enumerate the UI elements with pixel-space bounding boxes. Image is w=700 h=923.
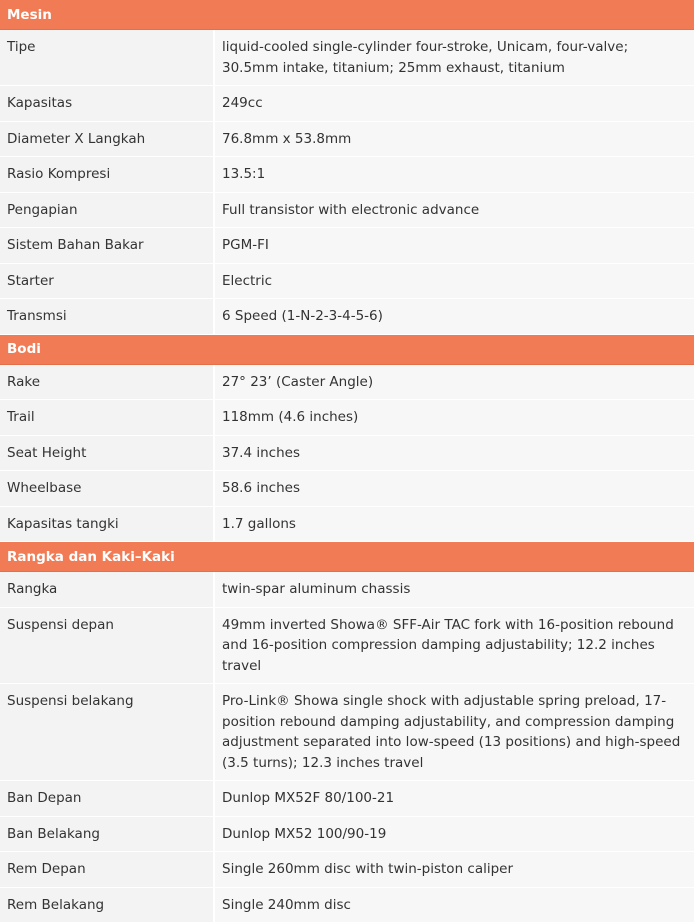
spec-label: Rake	[0, 365, 215, 401]
spec-row-seat-height	[0, 436, 694, 472]
spec-value: PGM-FI	[215, 228, 694, 264]
spec-label: Ban Depan	[0, 781, 215, 817]
spec-value: Dunlop MX52 100/90-19	[215, 817, 694, 853]
spec-row-rangka	[0, 572, 694, 608]
spec-value: Electric	[215, 264, 694, 300]
spec-value: 27° 23’ (Caster Angle)	[215, 365, 694, 401]
spec-row-kapasitas	[0, 86, 694, 122]
spec-value: twin-spar aluminum chassis	[215, 572, 694, 608]
spec-label: Rem Belakang	[0, 888, 215, 923]
spec-label: Starter	[0, 264, 215, 300]
spec-label: Wheelbase	[0, 471, 215, 507]
spec-row-starter	[0, 264, 694, 300]
spec-value: liquid-cooled single-cylinder four-stroke, Unicam, four-valve; 30.5mm intake, titanium; 25mm exhaust, titanium	[215, 30, 694, 86]
section-header-bodi	[0, 335, 694, 365]
spec-row-sistem-bahan-bakar	[0, 228, 694, 264]
section-header-mesin	[0, 0, 694, 30]
section-title: Mesin	[0, 0, 694, 30]
spec-value: 118mm (4.6 inches)	[215, 400, 694, 436]
spec-value: 1.7 gallons	[215, 507, 694, 543]
spec-label: Seat Height	[0, 436, 215, 472]
spec-value: 249cc	[215, 86, 694, 122]
spec-label: Ban Belakang	[0, 817, 215, 853]
spec-value: 6 Speed (1-N-2-3-4-5-6)	[215, 299, 694, 335]
spec-label: Kapasitas tangki	[0, 507, 215, 543]
spec-row-kapasitas-tangki	[0, 507, 694, 543]
spec-label: Rangka	[0, 572, 215, 608]
spec-row-suspensi-depan	[0, 608, 694, 685]
spec-label: Sistem Bahan Bakar	[0, 228, 215, 264]
spec-value: 37.4 inches	[215, 436, 694, 472]
spec-row-trail	[0, 400, 694, 436]
spec-value: 58.6 inches	[215, 471, 694, 507]
spec-label: Trail	[0, 400, 215, 436]
spec-row-diameter-langkah	[0, 122, 694, 158]
spec-row-rem-depan	[0, 852, 694, 888]
spec-value: Full transistor with electronic advance	[215, 193, 694, 229]
spec-label: Suspensi belakang	[0, 684, 215, 781]
spec-value: 13.5:1	[215, 157, 694, 193]
spec-label: Diameter X Langkah	[0, 122, 215, 158]
spec-value: 76.8mm x 53.8mm	[215, 122, 694, 158]
section-title: Rangka dan Kaki–Kaki	[0, 542, 694, 572]
spec-label: Pengapian	[0, 193, 215, 229]
spec-row-pengapian	[0, 193, 694, 229]
spec-label: Transmsi	[0, 299, 215, 335]
spec-value: Single 260mm disc with twin-piston caliper	[215, 852, 694, 888]
spec-row-wheelbase	[0, 471, 694, 507]
spec-value: Pro-Link® Showa single shock with adjustable spring preload, 17-position rebound damping adjustability, and compression damping adjustment separated into low-speed (13 positions) and high-speed (3.5 turns); 12.3 inches travel	[215, 684, 694, 781]
spec-label: Kapasitas	[0, 86, 215, 122]
spec-row-tipe	[0, 30, 694, 86]
spec-row-transmisi	[0, 299, 694, 335]
spec-label: Suspensi depan	[0, 608, 215, 685]
spec-value: 49mm inverted Showa® SFF-Air TAC fork with 16-position rebound and 16-position compression damping adjustability; 12.2 inches travel	[215, 608, 694, 685]
section-title: Bodi	[0, 335, 694, 365]
spec-row-ban-belakang	[0, 817, 694, 853]
spec-row-ban-depan	[0, 781, 694, 817]
spec-value: Single 240mm disc	[215, 888, 694, 923]
spec-label: Tipe	[0, 30, 215, 86]
spec-label: Rasio Kompresi	[0, 157, 215, 193]
section-header-rangka	[0, 542, 694, 572]
spec-row-suspensi-belakang	[0, 684, 694, 781]
spec-row-rake	[0, 365, 694, 401]
spec-label: Rem Depan	[0, 852, 215, 888]
spec-row-rasio-kompresi	[0, 157, 694, 193]
spec-value: Dunlop MX52F 80/100-21	[215, 781, 694, 817]
